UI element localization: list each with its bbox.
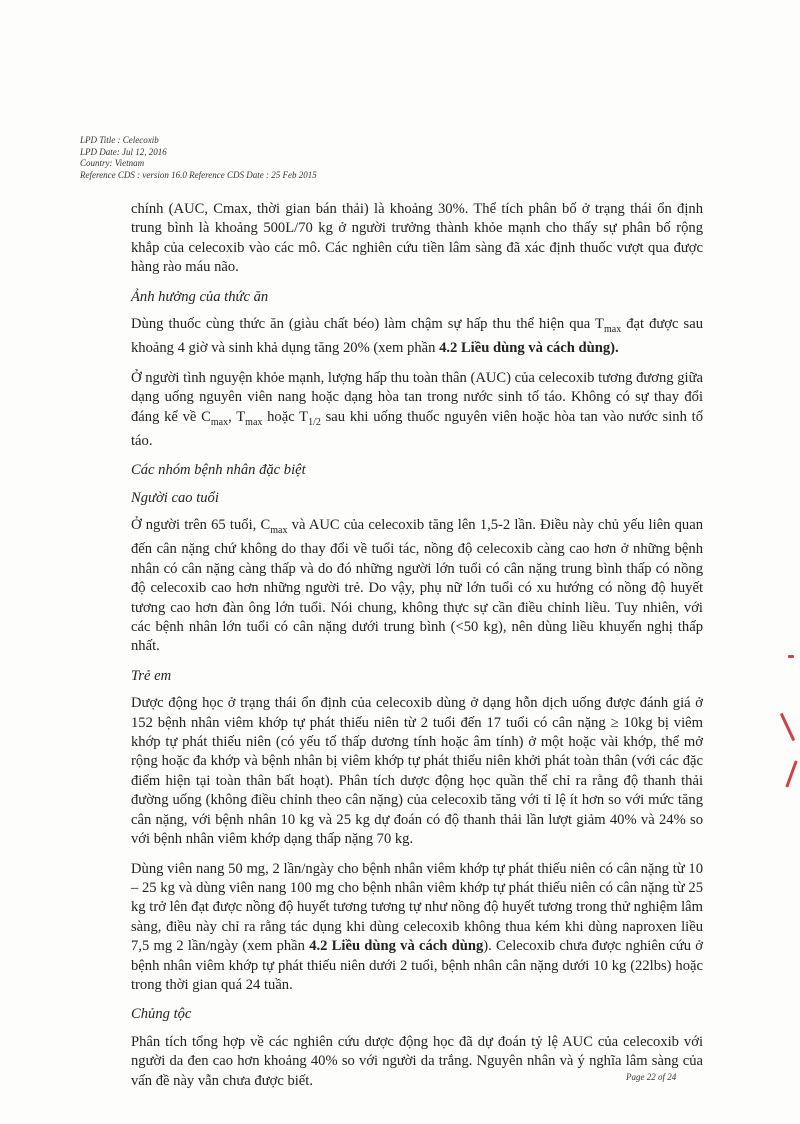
heading-food-effect: Ảnh hưởng của thức ăn <box>131 288 269 305</box>
reference-cds: Reference CDS : version 16.0 Reference CDS Date : 25 Feb 2015 <box>80 169 317 180</box>
paragraph-elderly: Ở người trên 65 tuổi, $C_{max}$ và AUC của celecoxib tăng lên 1,5-2 lần. Điều này chủ yếu liên quan đến cân nặng chứ không do thay đổi về tuổi tác, nồng độ celecoxib càng cao hơn ở những bệnh nhân có cân nặng càng thấp và do đó những người lớn tuổi có cân nặng trung bình thấp có nồng độ celecoxib cao hơn những người trẻ. Do vậy, phụ nữ lớn tuổi có xu hướng có nồng độ huyết tương cao hơn đàn ông lớn tuổi. Nói chung, không thực sự cần điều chỉnh liều. Tuy nhiên, với các bệnh nhân lớn tuổi có cân nặng dưới trung bình (<50 kg), nên dùng liều khuyến nghị thấp nhất. <box>131 517 703 655</box>
paragraph-bioequivalence: Ở người tình nguyện khỏe mạnh, lượng hấp thu toàn thân (AUC) của celecoxib tương đương giữa dạng uống nguyên viên nang hoặc dạng hòa tan trong nước sinh tố táo. Không có sự thay đổi đáng kể về $C_{max}$, $T_{max}$ hoặc $T_{1/2}$ sau khi uống thuốc nguyên viên hoặc hòa tan vào nước sinh tố táo. <box>131 369 703 449</box>
stamp-mark-1 <box>788 655 794 658</box>
heading-race: Chủng tộc <box>131 1006 192 1023</box>
paragraph-race: Phân tích tổng hợp về các nghiên cứu dược động học đã dự đoán tỷ lệ AUC của celecoxib với người da đen cao hơn khoảng 40% so với người da trắng. Nguyên nhân và ý nghĩa lâm sàng của vấn đề này vẫn chưa được biết. <box>131 1033 703 1089</box>
document-body <box>131 200 703 1101</box>
heading-children: Trẻ em <box>131 667 172 684</box>
country: Country: Vietnam <box>80 158 145 168</box>
paragraph-children-pk: Dược động học ở trạng thái ổn định của celecoxib dùng ở dạng hỗn dịch uống được đánh giá ở 152 bệnh nhân viêm khớp tự phát thiếu niên từ 2 tuổi đến 17 tuổi có cân nặng ≥ 10kg bị viêm khớp tự phát thiếu niên (có yếu tố thấp dương tính hoặc âm tính) ở một hoặc vài khớp, thể mở rộng hoặc đa khớp và bệnh nhân bị viêm khớp tự phát thiếu niên khởi phát toàn thân (với các đặc điểm hiện tại toàn thân bất hoạt). Phân tích dược động học quần thể chỉ ra rằng độ thanh thải đường uống (không điều chỉnh theo cân nặng) của celecoxib tăng với tỉ lệ ít hơn so với mức tăng cân nặng, với bệnh nhân 10 kg và 25 kg dự đoán có độ thanh thải lần lượt giảm 40% và 24% so với bệnh nhân viêm khớp dạng thấp nặng 70 kg. <box>131 695 703 848</box>
page-number: Page 22 of 24 <box>626 1072 677 1082</box>
dosage-reference-2: 4.2 Liều dùng và cách dùng <box>309 938 484 955</box>
stamp-mark-3 <box>785 760 797 787</box>
paragraph-food-effect: Dùng thuốc cùng thức ăn (giàu chất béo) làm chậm sự hấp thu thể hiện qua $T_{max}$ đạt được sau khoảng 4 giờ và sinh khả dụng tăng 20% (xem phần 4.2 Liều dùng và cách dùng). <box>131 316 703 357</box>
lpd-title: LPD Title : Celecoxib <box>80 135 159 145</box>
heading-elderly: Người cao tuổi <box>131 489 219 506</box>
lpd-date: LPD Date: Jul 12, 2016 <box>80 146 167 157</box>
stamp-mark-2 <box>780 713 795 741</box>
paragraph-distribution: chính (AUC, Cmax, thời gian bán thải) là khoảng 30%. Thể tích phân bố ở trạng thái ổn định trung bình là khoảng 500L/70 kg ở người trưởng thành khỏe mạnh cho thấy sự phân bố rộng khắp của celecoxib vào các mô. Các nghiên cứu tiền lâm sàng đã xác định thuốc vượt qua được hàng rào máu não. <box>131 201 703 276</box>
paragraph-children-dosing: Dùng viên nang 50 mg, 2 lần/ngày cho bệnh nhân viêm khớp tự phát thiếu niên có cân nặng từ 10 – 25 kg và dùng viên nang 100 mg cho bệnh nhân viêm khớp tự phát thiếu niên có cân nặng từ 25 kg trở lên đạt được nồng độ huyết tương tương tự như nồng độ huyết tương trong thử nghiệm lâm sàng, điều này chỉ ra rằng tác dụng khi dùng celecoxib không thua kém khi dùng naproxen liều 7,5 mg 2 lần/ngày (xem phần 4.2 Liều dùng và cách dùng). Celecoxib chưa được nghiên cứu ở bệnh nhân viêm khớp tự phát thiếu niên dưới 2 tuổi, bệnh nhân cân nặng dưới 10 kg (22lbs) hoặc trong thời gian quá 24 tuần. <box>131 860 704 993</box>
dosage-reference: 4.2 Liều dùng và cách dùng). <box>439 340 619 357</box>
document-header <box>80 135 317 181</box>
heading-special-populations: Các nhóm bệnh nhân đặc biệt <box>131 462 306 479</box>
